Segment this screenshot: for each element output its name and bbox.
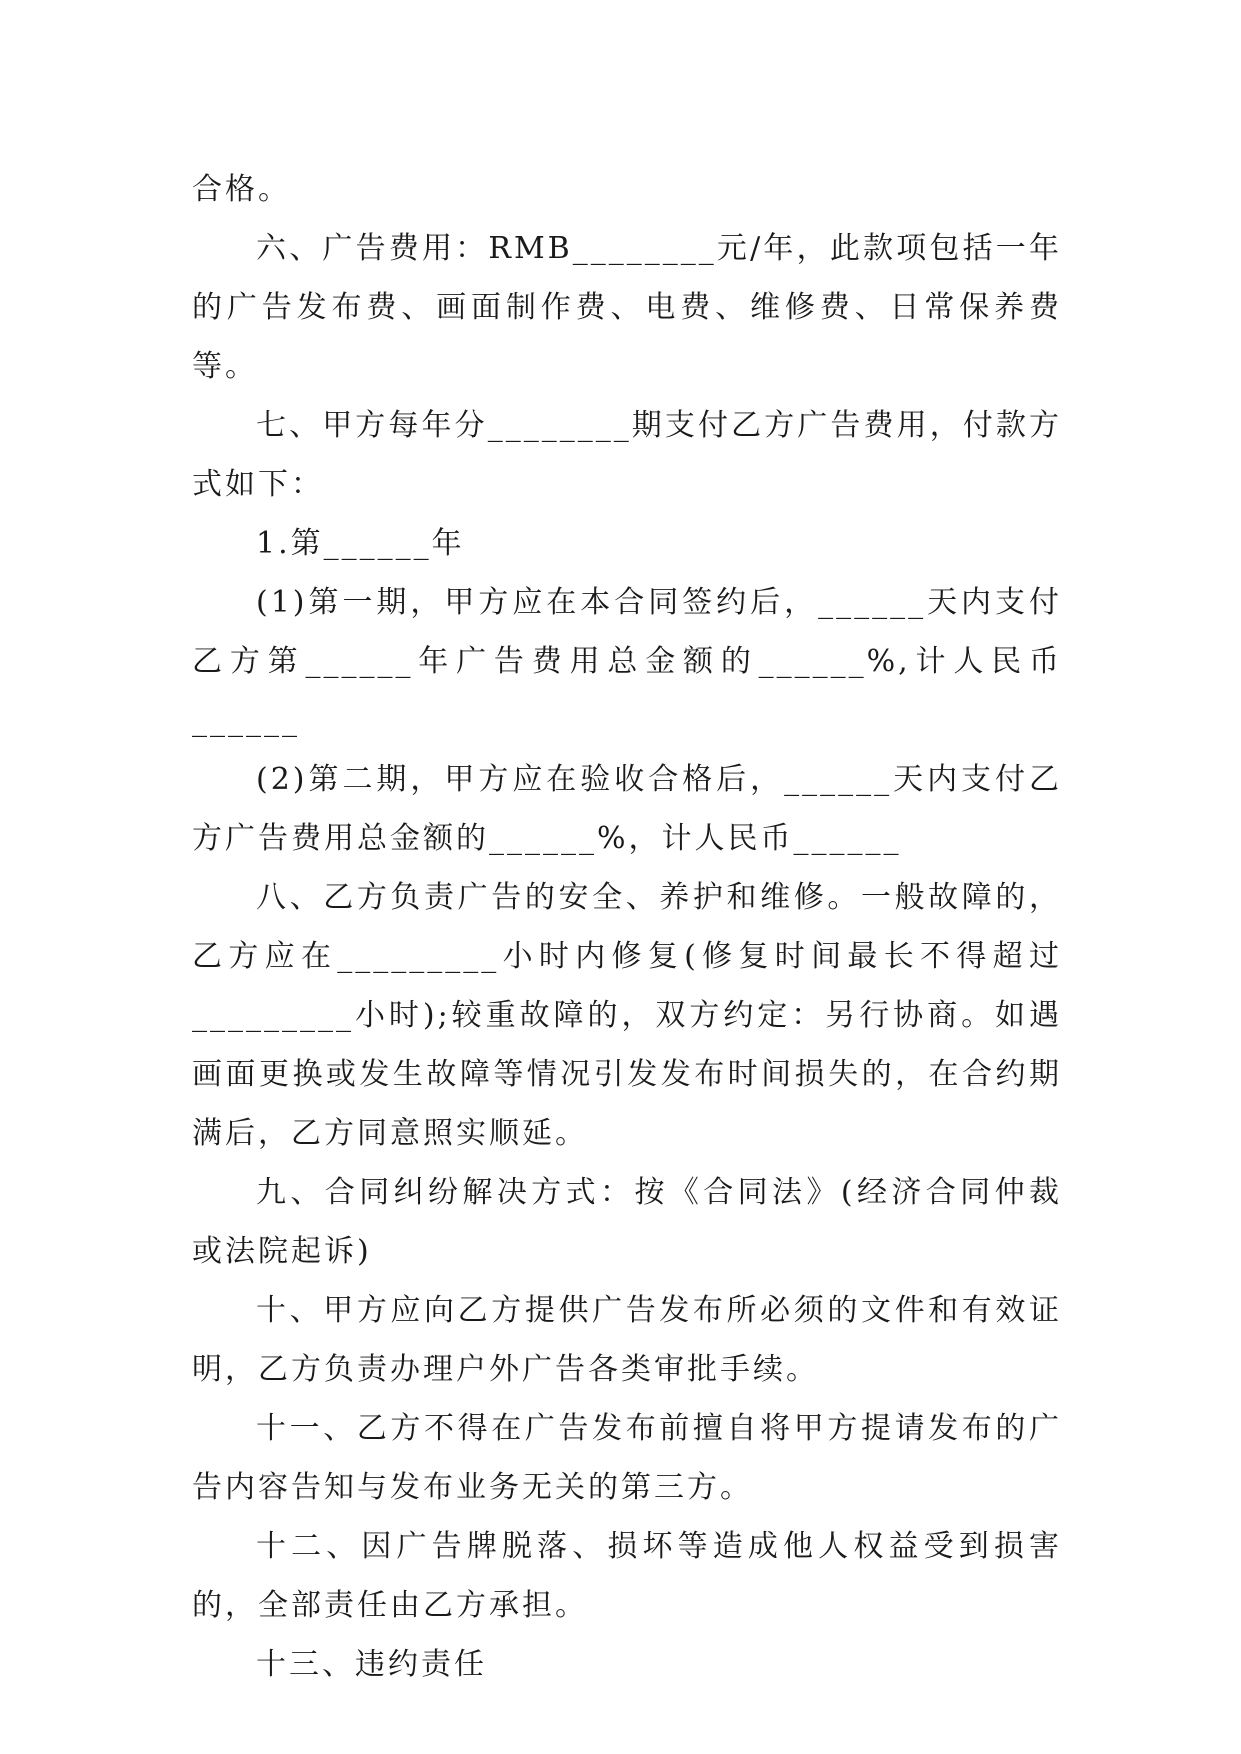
paragraph-year-item: 1.第______年 xyxy=(256,526,465,561)
paragraph-qualified: 合格。 xyxy=(192,172,291,207)
document-body xyxy=(192,160,1062,1694)
paragraph-clause-11-confidentiality: 十一、乙方不得在广告发布前擅自将甲方提请发布的广告内容告知与发布业务无关的第三方。 xyxy=(192,1411,1062,1505)
paragraph-clause-7-payment: 七、甲方每年分________期支付乙方广告费用，付款方式如下： xyxy=(192,408,1062,502)
paragraph-clause-8-maintenance: 八、乙方负责广告的安全、养护和维修。一般故障的，乙方应在_________小时内修复(修复时间最长不得超过_________小时);较重故障的，双方约定：另行协商。如遇画面更换或发生故障等情况引发发布时间损失的，在合约期满后，乙方同意照实顺延。 xyxy=(192,880,1062,1151)
paragraph-clause-9-dispute: 九、合同纠纷解决方式：按《合同法》(经济合同仲裁或法院起诉) xyxy=(192,1175,1062,1269)
paragraph-clause-13-breach: 十三、违约责任 xyxy=(256,1647,487,1682)
paragraph-clause-6-ad-fee: 六、广告费用：RMB________元/年，此款项包括一年的广告发布费、画面制作费、电费、维修费、日常保养费等。 xyxy=(192,231,1062,384)
paragraph-first-installment: (1)第一期，甲方应在本合同签约后，______天内支付乙方第______年广告费用总金额的______%,计人民币______ xyxy=(192,585,1062,738)
paragraph-clause-10-documents: 十、甲方应向乙方提供广告发布所必须的文件和有效证明，乙方负责办理户外广告各类审批手续。 xyxy=(192,1293,1062,1387)
paragraph-second-installment: (2)第二期，甲方应在验收合格后，______天内支付乙方广告费用总金额的______%，计人民币______ xyxy=(192,762,1062,856)
paragraph-clause-12-liability: 十二、因广告牌脱落、损坏等造成他人权益受到损害的，全部责任由乙方承担。 xyxy=(192,1529,1062,1623)
